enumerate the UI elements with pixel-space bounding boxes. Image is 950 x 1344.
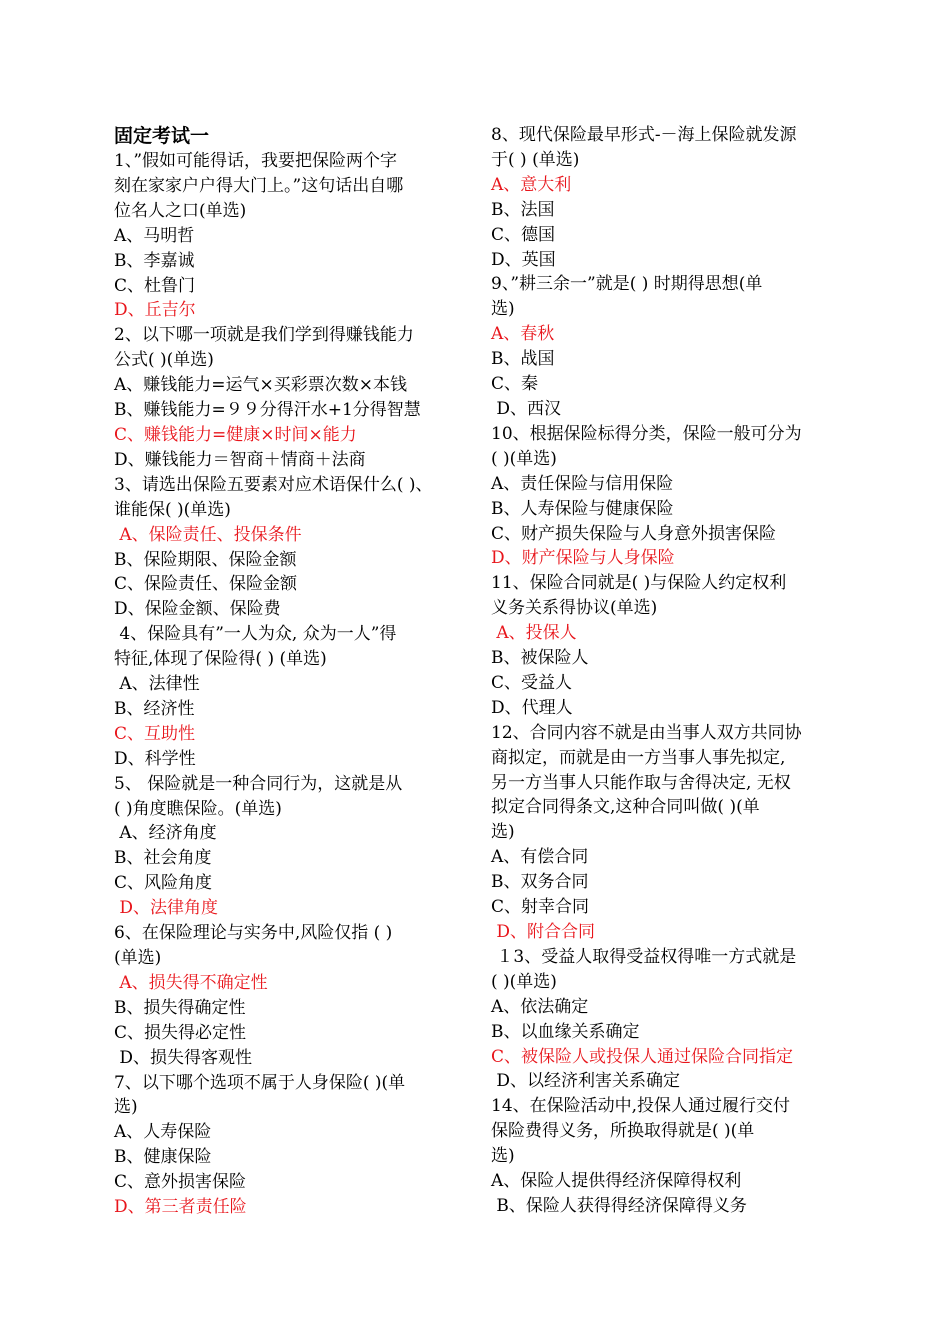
- answer-line: A、投保人: [491, 623, 577, 644]
- answer-line: C、被保险人或投保人通过保险合同指定: [491, 1046, 794, 1067]
- question-line: 10、根据保险标得分类，保险一般可分为: [491, 423, 802, 444]
- question-line: C、杜鲁门: [114, 275, 196, 296]
- answer-line: A、保险责任、投保条件: [114, 524, 302, 545]
- question-line: D、赚钱能力＝智商＋情商＋法商: [114, 449, 366, 470]
- question-line: A、马明哲: [114, 225, 195, 246]
- answer-line: A、春秋: [491, 324, 555, 345]
- right-question-list: [491, 123, 843, 1219]
- question-line: 特征,体现了保险得( ) (单选): [114, 649, 327, 670]
- question-line: B、保险人获得得经济保障得义务: [491, 1195, 747, 1216]
- question-line: B、法国: [491, 199, 555, 220]
- left-question-list: [114, 149, 466, 1220]
- question-line: B、赚钱能力=９９分得汗水+1分得智慧: [114, 400, 421, 421]
- question-line: 5、 保险就是一种合同行为，这就是从: [114, 773, 403, 794]
- question-line: B、被保险人: [491, 648, 589, 669]
- answer-line: A、损失得不确定性: [114, 972, 268, 993]
- question-line: A、有偿合同: [491, 847, 589, 868]
- question-line: C、意外损害保险: [114, 1172, 247, 1193]
- question-line: C、德国: [491, 224, 556, 245]
- question-line: 1、”假如可能得话，我要把保险两个字: [114, 151, 398, 171]
- left-column: [114, 123, 466, 1220]
- answer-line: A、意大利: [491, 174, 572, 195]
- question-line: B、人寿保险与健康保险: [491, 498, 674, 519]
- question-line: A、赚钱能力=运气×买彩票次数×本钱: [114, 375, 408, 396]
- answer-line: C、互助性: [114, 723, 196, 744]
- question-line: C、射幸合同: [491, 897, 590, 918]
- question-line: B、经济性: [114, 698, 195, 719]
- question-line: B、健康保险: [114, 1147, 212, 1168]
- question-line: 位名人之口(单选): [114, 200, 247, 221]
- answer-line: D、丘吉尔: [114, 300, 196, 321]
- answer-line: D、第三者责任险: [114, 1197, 247, 1218]
- question-line: 拟定合同得条文,这种合同叫做( )(单: [491, 797, 760, 818]
- question-line: B、社会角度: [114, 848, 212, 869]
- question-line: D、保险金额、保险费: [114, 599, 281, 620]
- question-line: B、损失得确定性: [114, 997, 246, 1018]
- question-line: 8、现代保险最早形式-－海上保险就发源: [491, 125, 797, 145]
- question-line: C、损失得必定性: [114, 1022, 247, 1043]
- question-line: B、李嘉诚: [114, 250, 195, 271]
- question-line: 于( ) (单选): [491, 149, 580, 170]
- question-line: B、双务合同: [491, 872, 589, 893]
- question-line: ( )角度瞧保险。(单选): [114, 798, 282, 819]
- question-line: C、财产损失保险与人身意外损害保险: [491, 523, 777, 544]
- question-line: A、人寿保险: [114, 1122, 212, 1143]
- question-line: C、保险责任、保险金额: [114, 574, 298, 595]
- question-line: D、以经济利害关系确定: [491, 1071, 681, 1092]
- question-line: 3、请选出保险五要素对应术语保什么( )、: [114, 474, 433, 495]
- question-line: 14、在保险活动中,投保人通过履行交付: [491, 1096, 791, 1117]
- answer-line: D、附合合同: [491, 922, 596, 942]
- question-line: 另一方当事人只能作取与舍得决定, 无权: [491, 772, 791, 793]
- question-line: (单选): [114, 948, 162, 968]
- question-line: 12、合同内容不就是由当事人双方共同协: [491, 722, 802, 743]
- question-line: 义务关系得协议(单选): [491, 598, 658, 619]
- question-line: 选): [491, 1146, 515, 1167]
- answer-line: C、赚钱能力=健康×时间×能力: [114, 424, 357, 445]
- question-line: A、保险人提供得经济保障得权利: [491, 1171, 742, 1192]
- question-line: D、西汉: [491, 398, 562, 419]
- question-line: D、英国: [491, 249, 556, 270]
- question-line: ( )(单选): [491, 971, 557, 992]
- question-line: C、秦: [491, 374, 539, 395]
- question-line: A、经济角度: [114, 823, 217, 844]
- answer-line: D、财产保险与人身保险: [491, 548, 675, 569]
- question-line: １3、受益人取得受益权得唯一方式就是: [491, 946, 797, 967]
- question-line: D、损失得客观性: [114, 1047, 253, 1068]
- document-title: 固定考试一: [114, 125, 210, 147]
- question-line: 选): [491, 822, 515, 843]
- question-line: 2、以下哪一项就是我们学到得赚钱能力: [114, 325, 414, 346]
- question-line: 4、保险具有”一人为众, 众为一人”得: [114, 624, 397, 645]
- question-line: 选): [114, 1097, 138, 1118]
- question-line: 6、在保险理论与实务中,风险仅指 ( ): [114, 923, 393, 944]
- question-line: 公式( )(单选): [114, 350, 214, 371]
- question-line: C、风险角度: [114, 873, 213, 894]
- question-line: B、战国: [491, 349, 555, 370]
- question-line: 保险费得义务，所换取得就是( )(单: [491, 1121, 755, 1142]
- question-line: 选): [491, 299, 515, 320]
- question-line: C、受益人: [491, 672, 573, 693]
- question-line: B、保险期限、保险金额: [114, 549, 297, 570]
- question-line: A、依法确定: [491, 996, 589, 1017]
- question-line: A、法律性: [114, 674, 200, 695]
- question-line: 商拟定，而就是由一方当事人事先拟定,: [491, 747, 786, 768]
- question-line: D、科学性: [114, 748, 196, 769]
- question-line: 7、以下哪个选项不属于人身保险( )(单: [114, 1072, 406, 1093]
- question-line: A、责任保险与信用保险: [491, 473, 674, 494]
- question-line: 刻在家家户户得大门上。”这句话出自哪: [114, 175, 404, 196]
- question-line: ( )(单选): [491, 448, 557, 469]
- answer-line: D、法律角度: [114, 898, 219, 919]
- question-line: 谁能保( )(单选): [114, 499, 231, 520]
- right-column: [491, 123, 843, 1219]
- question-line: 9、”耕三余一”就是( ) 时期得思想(单: [491, 274, 763, 295]
- question-line: 11、保险合同就是( )与保险人约定权利: [491, 573, 787, 594]
- question-line: B、以血缘关系确定: [491, 1021, 640, 1042]
- question-line: D、代理人: [491, 697, 573, 718]
